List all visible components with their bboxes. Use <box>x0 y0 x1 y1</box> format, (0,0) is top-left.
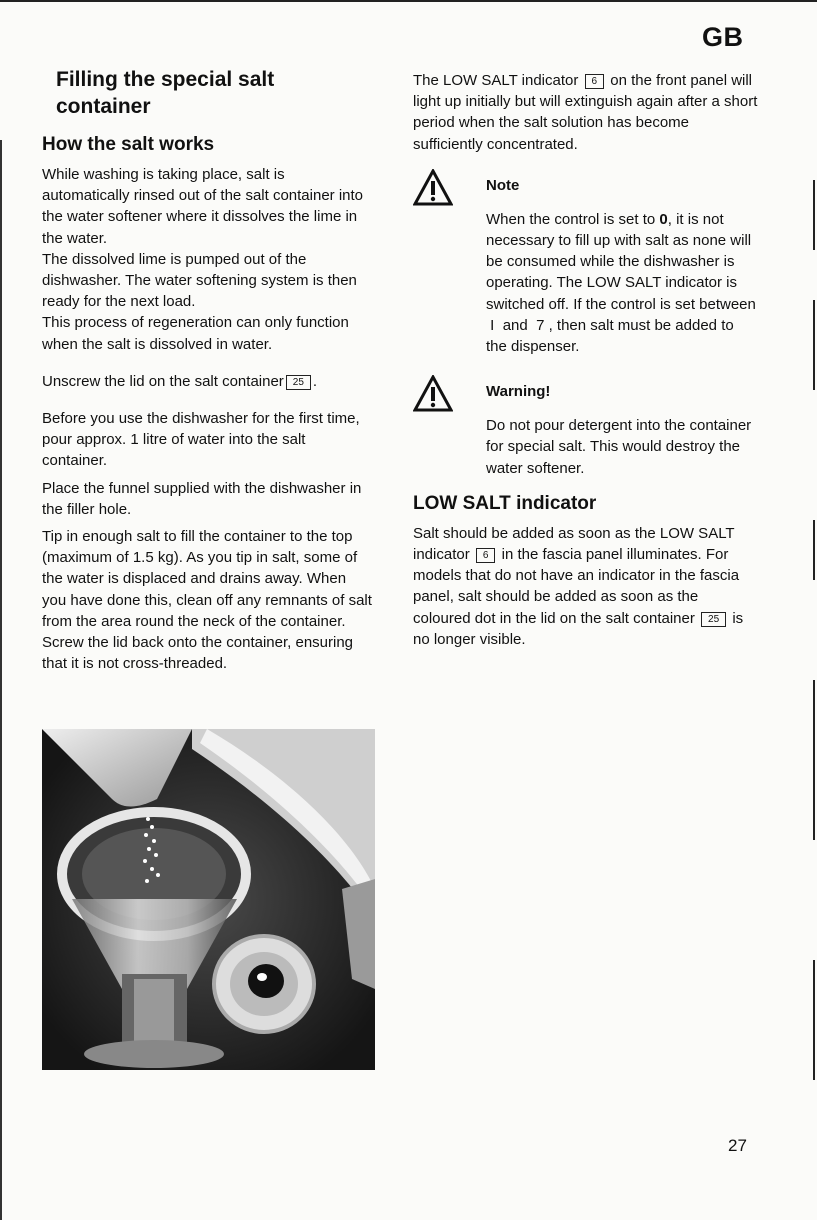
title-line-2: container <box>56 95 151 118</box>
paragraph: This process of regeneration can only function when the salt is dissolved in water. <box>42 314 349 353</box>
left-column <box>42 66 372 674</box>
paragraph <box>413 70 758 155</box>
page-title <box>56 66 372 120</box>
paragraph: Tip in enough salt to fill the container to the top (maximum of 1.5 kg). As you tip in salt, some of the water is displaced and drains away. When you have done this, clean off any remnants of salt from the area round the neck of the container. Screw the lid back onto the container, ensuring that it is not cross-threaded. <box>42 528 372 673</box>
paragraph-text: is no longer visible. <box>413 609 744 648</box>
right-edge-mark <box>813 960 815 1080</box>
funnel-salt-photo <box>42 729 375 1070</box>
paragraph: Before you use the dishwasher for the first time, pour approx. 1 litre of water into the salt container. <box>42 410 360 470</box>
note-block <box>413 169 758 357</box>
part-reference: 25 <box>286 375 311 390</box>
right-edge-mark <box>813 300 815 390</box>
part-reference: 6 <box>476 548 496 563</box>
language-code: GB <box>702 22 744 52</box>
warning-title: Warning! <box>486 383 551 401</box>
top-rule <box>0 0 817 2</box>
warning-text: Do not pour detergent into the container for special salt. This would destroy the water softener. <box>486 417 752 477</box>
right-edge-mark <box>813 520 815 580</box>
right-edge-mark <box>813 680 815 840</box>
paragraph-text: Salt should be added as soon as the LOW SALT indicator <box>413 524 735 564</box>
note-title: Note <box>486 176 520 194</box>
paragraph <box>413 523 758 650</box>
control-symbol: I <box>490 316 495 334</box>
left-edge-line <box>0 140 2 1220</box>
paragraph: While washing is taking place, salt is automatically rinsed out of the salt container into the water softener where it dissolves the lime in the water. <box>42 166 364 247</box>
paragraph-text: Unscrew the lid on the salt container <box>42 372 284 390</box>
paragraph-text: on the front panel will light up initially but will extinguish again after a short period when the salt solution has become sufficiently concentrated. <box>413 72 758 153</box>
paragraph-text: The LOW SALT indicator <box>413 72 579 89</box>
right-column <box>413 70 758 650</box>
title-line-1: Filling the special salt <box>56 68 275 91</box>
paragraph: Place the funnel supplied with the dishwasher in the filler hole. <box>42 479 362 518</box>
note-text <box>486 209 758 357</box>
right-edge-mark <box>813 180 815 250</box>
control-symbol: 0 <box>659 210 668 228</box>
paragraph <box>42 371 372 392</box>
paragraph: The dissolved lime is pumped out of the dishwasher. The water softening system is then ready for the next load. <box>42 250 357 311</box>
part-reference: 25 <box>701 612 726 627</box>
page-number: 27 <box>728 1136 747 1155</box>
paragraph-text: When the control is set to <box>486 210 656 228</box>
paragraph-text: , it is not necessary to fill up with salt as none will be consumed while the dishwasher is operating. The LOW SALT indicator is switched off. If the control is set between <box>486 210 756 313</box>
section-heading: How the salt works <box>42 134 215 155</box>
paragraph-text: and <box>502 316 528 334</box>
paragraph-text: in the fascia panel illuminates. For models that do not have an indicator in the fascia panel, salt should be added as soon as the coloured dot in the lid on the salt container <box>413 546 740 627</box>
section-heading: LOW SALT indicator <box>413 492 597 514</box>
paragraph-text: . <box>312 372 318 390</box>
warning-triangle-icon <box>413 169 453 207</box>
paragraph-text: , then salt must be added to the dispenser. <box>486 316 734 356</box>
part-reference: 6 <box>585 74 605 89</box>
control-symbol: 7 <box>536 316 545 334</box>
warning-block <box>413 375 758 479</box>
warning-triangle-icon <box>413 375 453 413</box>
